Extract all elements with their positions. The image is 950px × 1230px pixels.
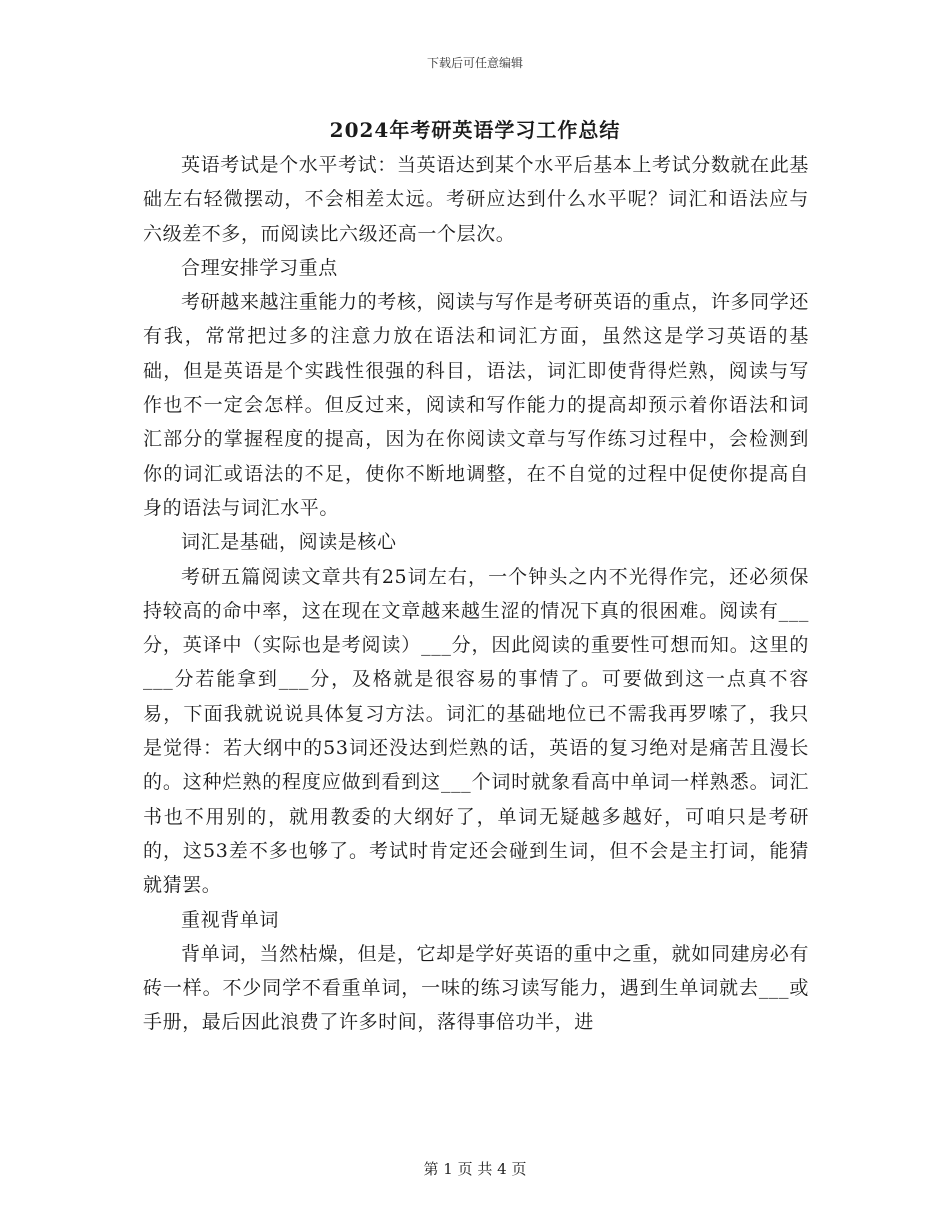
section-heading-study-focus: 合理安排学习重点: [181, 256, 338, 279]
paragraph-intro: 英语考试是个水平考试：当英语达到某个水平后基本上考试分数就在此基础左右轻微摆动，不会相差太远。考研应达到什么水平呢？词汇和语法应与六级差不多，而阅读比六级还高一个层次。: [143, 154, 809, 245]
section-heading-vocab-reading: 词汇是基础，阅读是核心: [181, 531, 397, 554]
page-number: 第 1 页 共 4 页: [423, 1160, 527, 1178]
document-body: [143, 148, 809, 1040]
paragraph-memorize-words: 背单词，当然枯燥，但是，它却是学好英语的重中之重，就如同建房必有砖一样。不少同学不看重单词，一味的练习读写能力，遇到生单词就去___或手册，最后因此浪费了许多时间，落得事倍功半，进: [143, 942, 809, 1034]
document-title: 2024年考研英语学习工作总结: [329, 118, 621, 142]
section-heading-memorize-words: 重视背单词: [181, 908, 280, 931]
header-note: 下载后可任意编辑: [426, 56, 523, 70]
paragraph-vocab-reading: 考研五篇阅读文章共有25词左右，一个钟头之内不光得作完，还必须保持较高的命中率，这在现在文章越来越生涩的情况下真的很困难。阅读有___分，英译中（实际也是考阅读）___分，因此阅读的重要性可想而知。这里的___分若能拿到___分，及格就是很容易的事情了。可要做到这一点真不容易，下面我就说说具体复习方法。词汇的基础地位已不需我再罗嗦了，我只是觉得：若大纲中的53词还没达到烂熟的话，英语的复习绝对是痛苦且漫长的。这种烂熟的程度应做到看到这___个词时就象看高中单词一样熟悉。词汇书也不用别的，就用教委的大纲好了，单词无疑越多越好，可咱只是考研的，这53差不多也够了。考试时肯定还会碰到生词，但不会是主打词，能猜就猜罢。: [143, 565, 809, 897]
paragraph-study-focus: 考研越来越注重能力的考核，阅读与写作是考研英语的重点，许多同学还有我，常常把过多的注意力放在语法和词汇方面，虽然这是学习英语的基础，但是英语是个实践性很强的科目，语法，词汇即使背得烂熟，阅读与写作也不一定会怎样。但反过来，阅读和写作能力的提高却预示着你语法和词汇部分的掌握程度的提高，因为在你阅读文章与写作练习过程中，会检测到你的词汇或语法的不足，使你不断地调整，在不自觉的过程中促使你提高自身的语法与词汇水平。: [143, 291, 809, 519]
